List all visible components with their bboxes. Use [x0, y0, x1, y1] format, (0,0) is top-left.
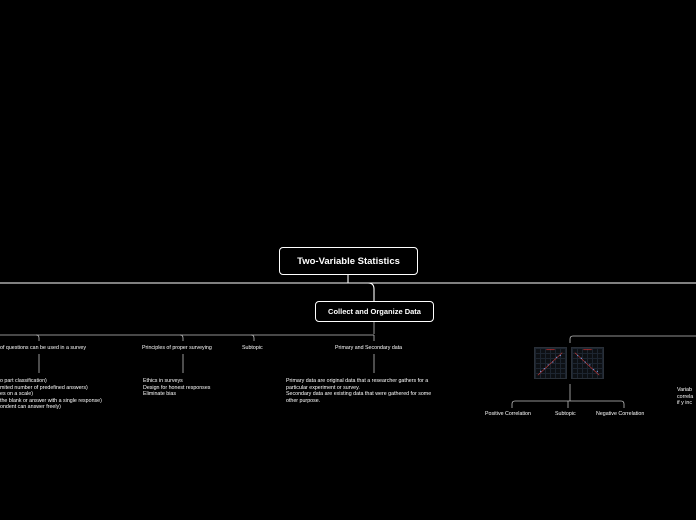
note-primary-secondary [286, 378, 431, 404]
subtopic-principles-of-surveying[interactable]: Principles of proper surveying [142, 345, 212, 351]
note-variables-correlation [677, 387, 693, 407]
note-line: particular experiment or survey. [286, 384, 360, 391]
note-line: Variab [677, 387, 692, 393]
subtopic-placeholder-2[interactable]: Subtopic [555, 411, 576, 417]
note-line: mited number of predefined answers) [0, 384, 88, 391]
note-line: other purpose. [286, 397, 321, 404]
note-line: ondent can answer freely) [0, 404, 61, 411]
note-line: the blank or answer with a single response) [0, 397, 102, 404]
note-line: Secondary data are existing data that were gathered for some [286, 391, 432, 398]
negative-correlation-graph-icon [571, 347, 604, 379]
subtopic-placeholder[interactable]: Subtopic [242, 345, 263, 351]
note-line: correla [677, 393, 694, 400]
root-topic-label: Two-Variable Statistics [297, 255, 400, 267]
subtopic-types-of-questions[interactable]: of questions can be used in a survey [0, 345, 86, 351]
note-line: Design for honest responses [143, 384, 211, 391]
note-line: Primary data are original data that a researcher gathers for a [286, 378, 429, 384]
note-principles [143, 378, 210, 398]
root-topic[interactable] [279, 247, 418, 275]
note-line: if y inc [677, 400, 693, 407]
note-line: es on a scale) [0, 391, 33, 398]
note-question-types [0, 378, 102, 411]
main-topic-collect-organize[interactable] [315, 301, 434, 322]
positive-correlation-graph-icon [534, 347, 567, 379]
subtopic-primary-secondary-data[interactable]: Primary and Secondary data [335, 345, 403, 351]
note-line: Eliminate bias [143, 391, 176, 398]
note-line: Ethics in surveys [143, 378, 183, 384]
subtopic-positive-correlation[interactable]: Positive Correlation [485, 411, 531, 417]
subtopic-negative-correlation[interactable]: Negative Correlation [596, 411, 645, 417]
main-topic-label: Collect and Organize Data [328, 307, 421, 316]
note-line: o part classification) [0, 378, 47, 384]
